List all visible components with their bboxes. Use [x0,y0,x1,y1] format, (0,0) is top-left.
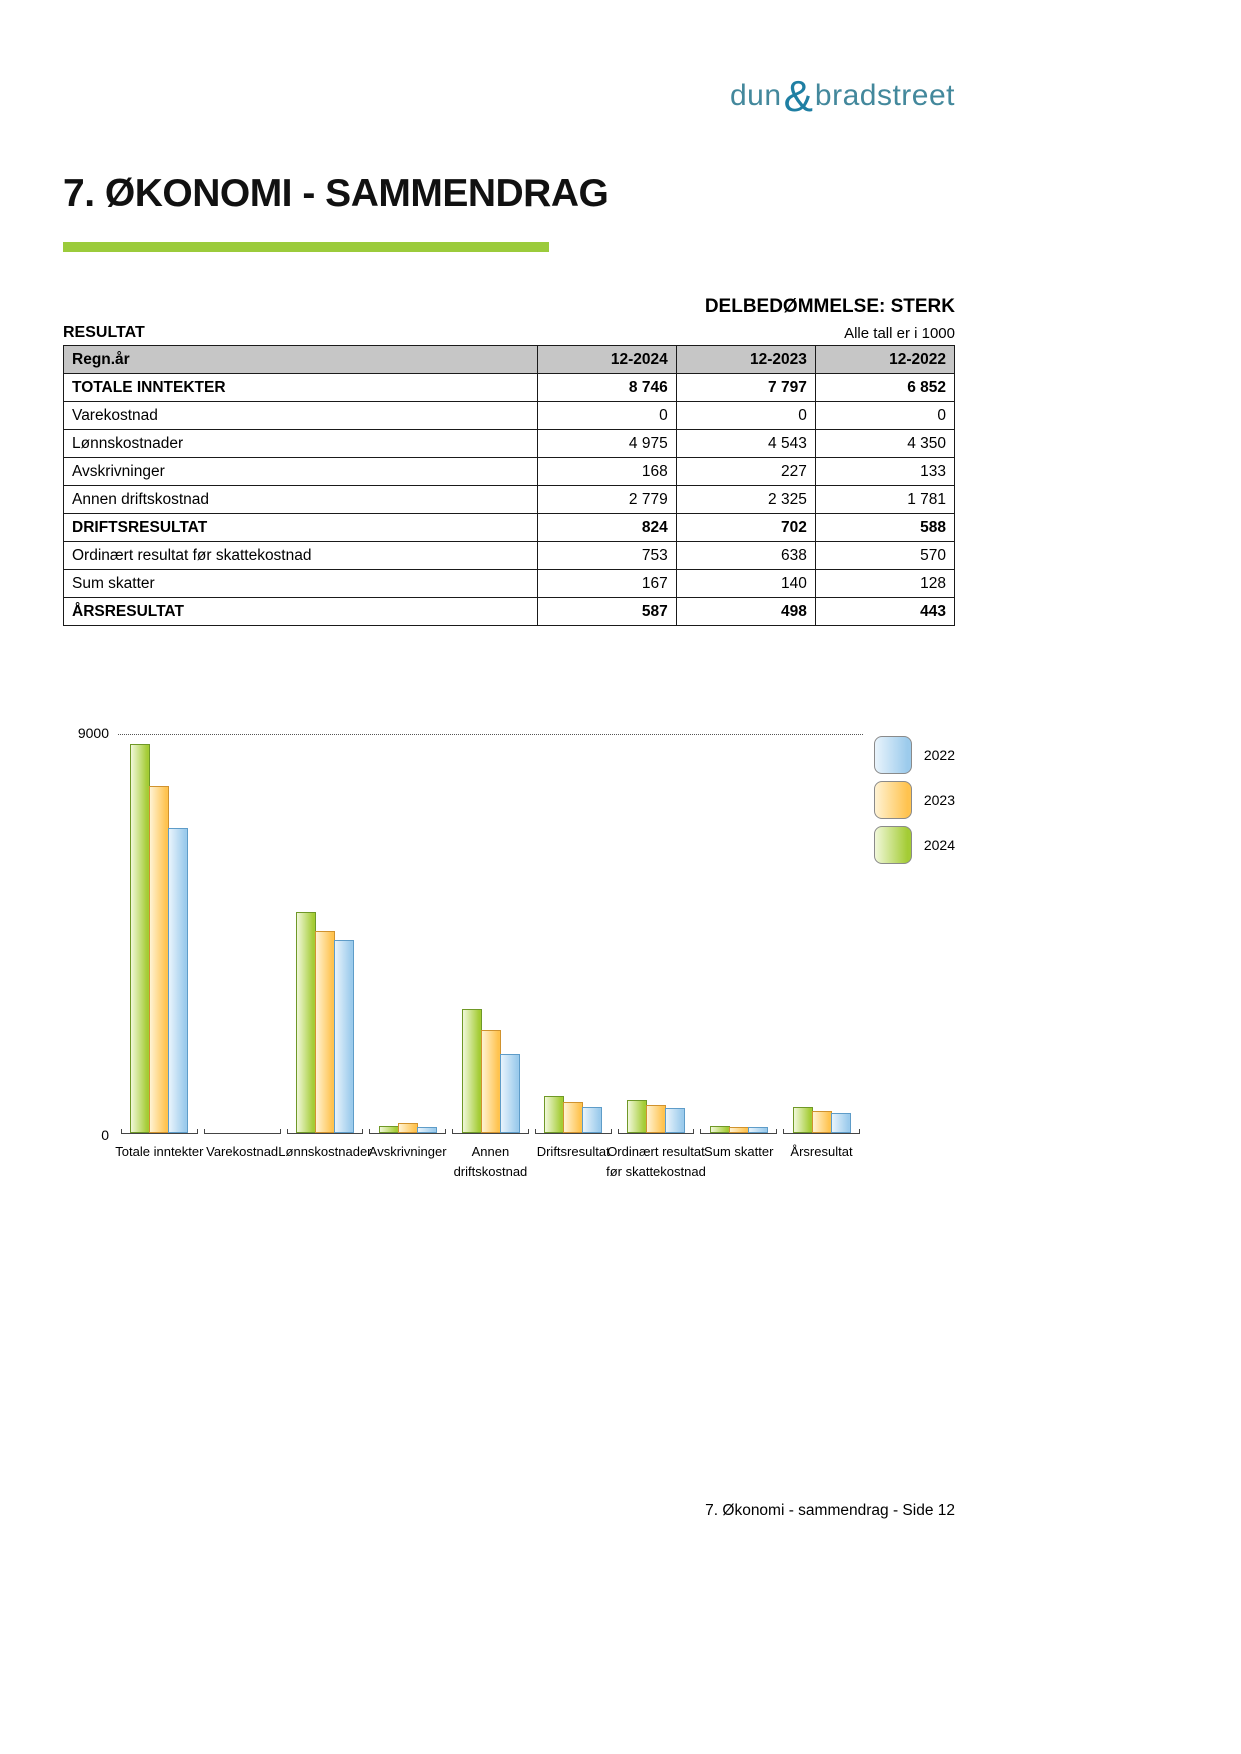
bar-2024 [130,744,150,1133]
bar-2024 [379,1126,399,1133]
legend-item [874,781,955,819]
bar-2023 [812,1111,832,1133]
bar-2024 [544,1096,564,1133]
bar-2022 [417,1127,437,1133]
category-label [449,1142,532,1212]
row-label: TOTALE INNTEKTER [64,374,538,402]
legend-swatch-2023 [874,781,912,819]
bar-2023 [398,1123,418,1133]
bar-2022 [168,828,188,1133]
legend-label: 2024 [923,837,955,853]
bar-cluster [710,1126,768,1133]
bar-cluster [296,912,354,1133]
row-value: 140 [676,570,815,598]
category-label [606,1142,706,1212]
category-label [697,1142,780,1212]
row-value: 8 746 [537,374,676,402]
bar-2023 [729,1127,749,1133]
header-regnar: Regn.år [64,346,538,374]
category-label [532,1142,615,1212]
row-label: DRIFTSRESULTAT [64,514,538,542]
table-row [64,598,955,626]
category-label-text: Årsresultat [790,1144,853,1159]
bar-group [697,734,780,1134]
legend-swatch-2024 [874,826,912,864]
chart [63,725,955,1224]
bar-cluster [544,1096,602,1133]
row-value: 498 [676,598,815,626]
bar-2023 [563,1102,583,1133]
results-table-body [64,374,955,626]
chart-x-labels [115,1142,863,1212]
table-row [64,374,955,402]
units-note: Alle tall er i 1000 [844,325,955,342]
bar-cluster [379,1123,437,1133]
row-value: 753 [537,542,676,570]
row-value: 0 [815,402,954,430]
row-value: 638 [676,542,815,570]
results-table [63,345,955,626]
assessment-label: DELBEDØMMELSE: STERK [704,296,955,317]
table-row [64,514,955,542]
bar-2022 [500,1054,520,1133]
row-label: Varekostnad [64,402,538,430]
section-label: RESULTAT [63,324,145,341]
bar-2022 [665,1108,685,1133]
category-label-text: Avskrivninger [368,1144,447,1159]
row-value: 702 [676,514,815,542]
row-label: Lønnskostnader [64,430,538,458]
row-value: 2 779 [537,486,676,514]
legend-label: 2023 [923,792,955,808]
legend-swatch-2022 [874,736,912,774]
bar-group [449,734,532,1134]
table-row [64,402,955,430]
row-value: 824 [537,514,676,542]
bar-group [284,734,367,1134]
category-label [366,1142,449,1212]
row-value: 4 975 [537,430,676,458]
page-title: 7. ØKONOMI - SAMMENDRAG [63,172,609,215]
bar-cluster [130,744,188,1133]
bar-2022 [334,940,354,1133]
table-row [64,430,955,458]
row-value: 133 [815,458,954,486]
row-label: Ordinært resultat før skattekostnad [64,542,538,570]
dun-bradstreet-logo [63,0,955,122]
legend-item [874,736,955,774]
table-caption-row [63,324,955,342]
category-label [115,1142,204,1212]
row-value: 128 [815,570,954,598]
bar-group [780,734,863,1134]
row-value: 167 [537,570,676,598]
bar-group [118,734,201,1134]
legend-item [874,826,955,864]
row-value: 7 797 [676,374,815,402]
bar-cluster [793,1107,851,1133]
y-axis-max-label: 9000 [77,725,109,741]
row-value: 443 [815,598,954,626]
bar-2022 [831,1113,851,1133]
row-value: 587 [537,598,676,626]
bar-cluster [462,1009,520,1133]
title-accent-rule [63,242,549,252]
row-value: 6 852 [815,374,954,402]
bar-2023 [149,786,169,1133]
row-value: 0 [676,402,815,430]
bar-2023 [315,931,335,1133]
row-value: 588 [815,514,954,542]
table-row [64,570,955,598]
logo-text-right: bradstreet [814,79,955,112]
bar-group [532,734,615,1134]
row-label: Avskrivninger [64,458,538,486]
bar-2024 [462,1009,482,1133]
legend-label: 2022 [923,747,955,763]
row-value: 227 [676,458,815,486]
logo-ampersand-icon: & [783,72,813,121]
table-row [64,486,955,514]
bar-group [366,734,449,1134]
bar-group [201,734,284,1134]
row-label: ÅRSRESULTAT [64,598,538,626]
category-label [278,1142,372,1212]
category-label [201,1142,284,1212]
category-label [780,1142,863,1212]
category-label-text: Ordinært resultat før skattekostnad [606,1144,706,1180]
chart-plot [118,734,863,1134]
row-value: 4 350 [815,430,954,458]
page-content [63,0,955,1224]
chart-legend [874,736,955,871]
table-row [64,458,955,486]
category-label-text: Sum skatter [704,1144,774,1159]
category-label-text: Annen driftskostnad [453,1144,528,1180]
bar-2024 [627,1100,647,1133]
table-row [64,542,955,570]
bar-2024 [793,1107,813,1133]
row-value: 4 543 [676,430,815,458]
bar-2024 [710,1126,730,1133]
bar-2023 [481,1030,501,1133]
table-header-row [64,346,955,374]
row-value: 570 [815,542,954,570]
bar-2023 [646,1105,666,1133]
bar-2022 [748,1127,768,1133]
bar-2024 [296,912,316,1133]
axis-bracket [204,1129,281,1134]
category-label-text: Lønnskostnader [278,1144,372,1159]
row-label: Annen driftskostnad [64,486,538,514]
header-12-2023: 12-2023 [676,346,815,374]
logo-text-left: dun [730,79,782,112]
row-value: 0 [537,402,676,430]
page-footer: 7. Økonomi - sammendrag - Side 12 [705,1502,955,1519]
y-axis-zero-label: 0 [101,1127,109,1143]
header-12-2024: 12-2024 [537,346,676,374]
category-label-text: Totale inntekter [115,1144,204,1159]
row-value: 168 [537,458,676,486]
chart-area [63,725,955,1143]
header-12-2022: 12-2022 [815,346,954,374]
bar-group [615,734,698,1134]
bar-2022 [582,1107,602,1133]
bar-cluster [627,1100,685,1133]
row-value: 1 781 [815,486,954,514]
results-table-head [64,346,955,374]
row-label: Sum skatter [64,570,538,598]
row-value: 2 325 [676,486,815,514]
category-label-text: Varekostnad [206,1144,279,1159]
category-label-text: Driftsresultat [536,1144,610,1159]
chart-groups [118,734,863,1134]
